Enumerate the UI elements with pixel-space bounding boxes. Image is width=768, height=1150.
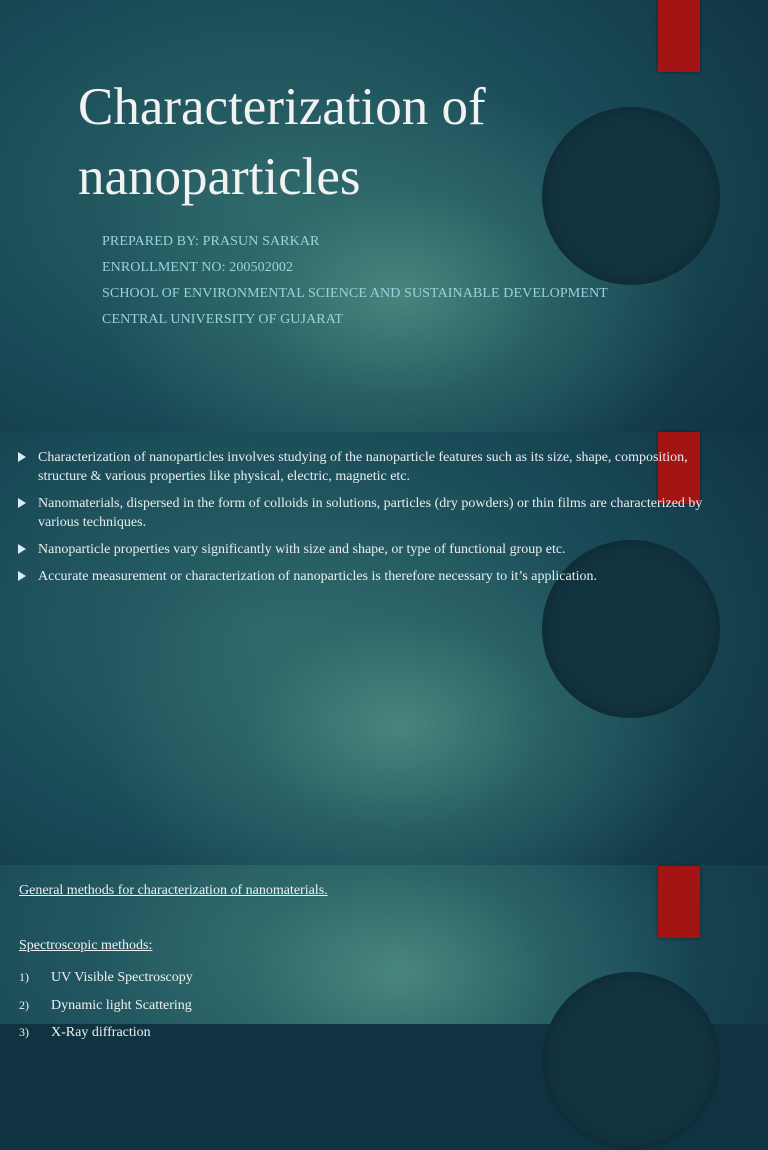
method-number: 3) bbox=[19, 1025, 29, 1039]
methods-heading: General methods for characterization of nanomaterials. bbox=[19, 883, 328, 898]
triangle-bullet-icon bbox=[18, 544, 26, 554]
method-label: Dynamic light Scattering bbox=[51, 997, 192, 1013]
bullet-item bbox=[18, 540, 708, 559]
title-line: nanoparticles bbox=[78, 148, 361, 206]
bullet-text: Characterization of nanoparticles involves studying of the nanoparticle features such as its size, shape, composition, structure & various properties like physical, electric, magnetic etc. bbox=[38, 450, 688, 484]
prepared-by: PREPARED BY: PRASUN SARKAR bbox=[102, 234, 320, 249]
enrollment-no: ENROLLMENT NO: 200502002 bbox=[102, 260, 294, 275]
bullet-item bbox=[18, 567, 708, 586]
dark-circle-decoration bbox=[542, 972, 720, 1150]
method-number: 1) bbox=[19, 970, 29, 984]
method-item bbox=[19, 992, 193, 1020]
method-label: X-Ray diffraction bbox=[51, 1025, 151, 1040]
bullet-item bbox=[18, 494, 708, 532]
bullet-text: Nanoparticle properties vary significantly with size and shape, or type of functional group etc. bbox=[38, 542, 566, 557]
red-tab-decoration bbox=[658, 866, 700, 938]
triangle-bullet-icon bbox=[18, 452, 26, 462]
bullet-item bbox=[18, 448, 708, 486]
school-name: SCHOOL OF ENVIRONMENTAL SCIENCE AND SUSTAINABLE DEVELOPMENT bbox=[102, 286, 608, 301]
bullet-text: Nanomaterials, dispersed in the form of colloids in solutions, particles (dry powders) or thin films are characterized by various techniques. bbox=[38, 496, 703, 530]
intro-slide bbox=[0, 432, 768, 865]
author-info bbox=[102, 229, 608, 333]
bullet-text: Accurate measurement or characterization of nanoparticles is therefore necessary to it’s application. bbox=[38, 569, 597, 584]
methods-list bbox=[19, 964, 193, 1047]
university-name: CENTRAL UNIVERSITY OF GUJARAT bbox=[102, 312, 344, 327]
triangle-bullet-icon bbox=[18, 571, 26, 581]
triangle-bullet-icon bbox=[18, 498, 26, 508]
method-number: 2) bbox=[19, 997, 29, 1012]
red-tab-decoration bbox=[658, 0, 700, 72]
method-item bbox=[19, 964, 193, 992]
bullet-list bbox=[18, 448, 708, 594]
slide-title bbox=[78, 72, 558, 212]
spectroscopic-subheading: Spectroscopic methods: bbox=[19, 938, 153, 953]
method-item bbox=[19, 1019, 193, 1047]
method-label: UV Visible Spectroscopy bbox=[51, 970, 193, 985]
title-line: Characterization of bbox=[78, 78, 486, 136]
methods-slide bbox=[0, 865, 768, 1040]
title-slide bbox=[0, 0, 768, 432]
